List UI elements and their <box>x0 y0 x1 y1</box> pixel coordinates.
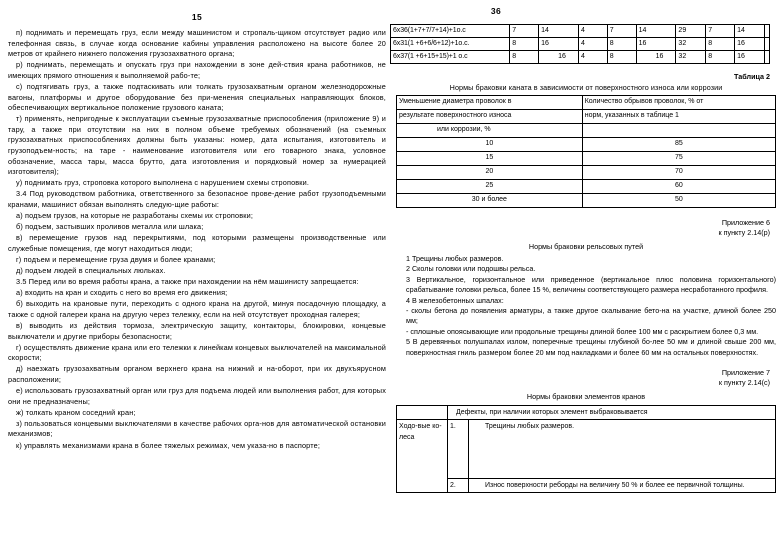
wear-reduction: 20 <box>397 166 583 180</box>
rope-value: 4 <box>578 25 607 38</box>
table-2-label: Таблица 2 <box>734 72 770 81</box>
rope-value: 14 <box>735 25 765 38</box>
rope-value: 8 <box>607 51 636 64</box>
paragraph: ж) толкать краном соседний кран; <box>16 407 136 417</box>
rope-value: 16 <box>735 51 765 64</box>
appendix-6-header <box>396 218 770 238</box>
crane-defects-table <box>396 405 776 493</box>
table-row <box>397 194 776 208</box>
table-2-title: Нормы браковки каната в зависимости от поверхностного износа или коррозии <box>449 83 723 92</box>
appendix-6-item: - сплошные опоясывающие или продольные трещины длиной более 100 мм с раскрытием более 0,3 мм. <box>406 326 759 336</box>
appendix-6-reference: к пункту 2.14(р) <box>718 228 770 237</box>
defects-header-element <box>397 406 448 420</box>
rope-construction-table <box>390 24 770 64</box>
paragraph: д) подъем людей в специальных люльках. <box>16 266 166 276</box>
appendix-6-item: 3 Вертикальное, горизонтальное или приведенное (вертикальное плюс половина горизонтального) срабатывание головки рельса, более 15 %, величины соответствующего размера несработанного профиля. <box>406 274 776 295</box>
rope-value: 16 <box>539 51 579 64</box>
paragraph: п) поднимать и перемещать груз, если между машинистом и стропаль-щиком отсутствует радио или телефонная связь, в случае когда основание кабины управления расположено на высоте более 20 метров от крайнего нижнего положения грузозахватного органа; <box>8 28 386 59</box>
paragraph: г) осуществлять движение крана или его тележки к линейкам концевых выключателей на максимальной скорости; <box>8 342 386 363</box>
table-row <box>397 479 776 493</box>
rope-value: 32 <box>676 38 706 51</box>
rope-value: 14 <box>539 25 579 38</box>
rope-value: 7 <box>607 25 636 38</box>
table-row <box>397 180 776 194</box>
table-row <box>397 138 776 152</box>
appendix-7-reference: к пункту 2.14(с) <box>718 378 770 388</box>
defects-description: Трещины любых размеров. <box>469 420 776 479</box>
table-header-row <box>397 96 776 110</box>
rope-value: 16 <box>636 51 676 64</box>
appendix-6-item: - сколы бетона до появления арматуры, а также другое скалывание бето-на на участке, длиной более 250 мм; <box>406 306 776 326</box>
table-row <box>397 152 776 166</box>
paragraph: а) входить на кран и сходить с него во время его движения; <box>16 288 228 298</box>
paragraph: к) управлять механизмами крана в более тяжелых режимах, чем указа-но в паспорте; <box>16 440 321 450</box>
rope-value: 8 <box>510 38 539 51</box>
rope-value-empty <box>765 51 770 64</box>
right-page-column <box>392 0 780 540</box>
rope-name: 6х37(1 +6+15+15)+1 о.с <box>391 51 510 64</box>
rope-name: 6х36(1+7+7/7+14)+1о.с <box>391 25 510 38</box>
paragraph: в) перемещение грузов над перекрытиями, под которыми размещены производственные или служебные помещения, где могут находиться люди; <box>8 233 386 253</box>
rope-value-empty <box>765 38 770 51</box>
wear-header-col1-line3: или коррозии, % <box>397 124 583 138</box>
table-row <box>397 166 776 180</box>
wear-percent: 75 <box>582 152 775 166</box>
table-row <box>391 25 770 38</box>
rope-value: 32 <box>676 51 706 64</box>
table-header-row <box>397 406 776 420</box>
table-header-row <box>397 124 776 138</box>
wear-percent: 60 <box>582 180 775 194</box>
rope-value: 16 <box>735 38 765 51</box>
paragraph: е) использовать грузозахватный орган или груз для подъема людей или выполнения работ, для которых они не предназначены; <box>8 386 386 406</box>
rope-name: 6х31(1 +6+6/6+12)+1о.с. <box>391 38 510 51</box>
wear-reduction: 30 и более <box>397 194 583 208</box>
appendix-6-item: 1 Трещины любых размеров. <box>406 254 504 263</box>
rope-value: 16 <box>636 38 676 51</box>
rope-value: 7 <box>510 25 539 38</box>
rope-value: 14 <box>636 25 676 38</box>
appendix-6-title: Нормы браковки рельсовых путей <box>528 242 644 251</box>
defects-element: Ходо-вые ко-леса <box>397 420 448 493</box>
left-page-number: 15 <box>191 12 203 22</box>
paragraph: у) поднимать груз, строповка которого выполнена с нарушением схемы строповки. <box>16 178 310 188</box>
appendix-6-label: Приложение 6 <box>721 218 770 227</box>
defects-number: 1. <box>448 420 469 479</box>
table-header-row <box>397 110 776 124</box>
appendix-7-header <box>396 368 770 388</box>
defects-number: 2. <box>448 479 469 493</box>
wear-header-col2-line2: норм, указанных в таблице 1 <box>582 110 775 124</box>
appendix-7-label: Приложение 7 <box>721 368 770 378</box>
table-row <box>391 51 770 64</box>
appendix-6-item: 2 Сколы головки или подошвы рельса. <box>406 264 536 274</box>
rope-value: 8 <box>510 51 539 64</box>
wear-reduction: 15 <box>397 152 583 166</box>
paragraph: б) подъем, застывших проливов металла или шлака; <box>16 222 204 232</box>
wear-header-col1-line2: результате поверхностного износа <box>397 110 583 124</box>
rope-value: 29 <box>676 25 706 38</box>
right-page-number: 36 <box>490 6 502 16</box>
paragraph: 3.4 Под руководством работника, ответственного за безопасное прове-дение работ грузоподъемными кранами, машинист обязан выполнять следую-щие работы: <box>8 189 386 209</box>
rope-value: 4 <box>578 38 607 51</box>
rope-value: 8 <box>607 38 636 51</box>
defects-header-defects: Дефекты, при наличии которых элемент выбраковывается <box>448 406 776 420</box>
paragraph: 3.5 Перед или во время работы крана, а также при нахождении на нём машинисту запрещается: <box>16 277 359 287</box>
appendix-6-item: 4 В железобетонных шпалах: <box>406 295 504 305</box>
paragraph: в) выводить из действия тормоза, электрическую защиту, контакторы, блокировки, концевые выключатели и другие приборы безопасности; <box>8 321 386 341</box>
wear-header-col2-line3 <box>582 124 775 138</box>
table-row <box>397 420 776 479</box>
paragraph: р) поднимать, перемещать и опускать груз при нахождении в зоне дей-ствия крана работников, не имеющих прямого отношения к выполняемой рабо-те; <box>8 60 386 80</box>
rope-value: 4 <box>578 51 607 64</box>
paragraph: з) пользоваться концевыми выключателями в качестве рабочих орга-нов для автоматической остановки механизмов; <box>8 418 386 439</box>
rope-value: 16 <box>539 38 579 51</box>
paragraph: с) подтягивать груз, а также подтаскивать или толкать грузозахватным органом железнодорожные вагоны, платформы и другое оборудование без при-менения специальных направляющих блоков, обеспечивающих вертикальное положение грузового каната; <box>8 81 386 113</box>
paragraph: а) подъем грузов, на которые не разработаны схемы их строповки; <box>16 211 254 221</box>
appendix-6-item: 5 В деревянных полушпалах излом, поперечные трещины глубиной бо-лее 50 мм и длиной свыше 200 мм, поверхностная гниль размером более 20 мм под накладками и более 60 мм на остальных поверхностях. <box>406 337 776 357</box>
paragraph: г) подъем и перемещение груза двумя и более кранами; <box>16 254 216 264</box>
wear-header-col2-line1: Количество обрывов проволок, % от <box>582 96 775 110</box>
paragraph: б) выходить на крановые пути, переходить с одного крана на другой, минуя посадочную площадку, а также с одной галереи крана на другую через тележку, если на ней отсутствует проходная галерея; <box>8 299 386 319</box>
rope-value-empty <box>765 25 770 38</box>
wear-header-col1-line1: Уменьшение диаметра проволок в <box>397 96 583 110</box>
wear-percent: 85 <box>582 138 775 152</box>
defects-description: Износ поверхности реборды на величину 50 % и более ее первичной толщины. <box>469 479 776 493</box>
rope-value: 8 <box>706 51 735 64</box>
wear-norms-table <box>396 95 776 208</box>
rope-value: 7 <box>706 25 735 38</box>
wear-reduction: 25 <box>397 180 583 194</box>
rope-value: 8 <box>706 38 735 51</box>
wear-reduction: 10 <box>397 138 583 152</box>
paragraph: т) применять, непригодные к эксплуатации съемные грузозахватные приспособления (приложение 9) и тару, а также при отсутствии на них в полном объеме требуемых обозначений (на съемных грузозахватных приспособлениях должны быть указаны: номер, дата испытания, изготовитель и грузоподъем-ность; на таре - наименование изготовителя или его товарного знака, условное обозначение, масса тары, масса брутто, дата изготовления и порядковый номер за нумерацией изготовителя); <box>8 114 386 177</box>
table-row <box>391 38 770 51</box>
appendix-7-title: Нормы браковки элементов кранов <box>526 392 646 402</box>
wear-percent: 70 <box>582 166 775 180</box>
wear-percent: 50 <box>582 194 775 208</box>
paragraph: д) наезжать грузозахватным органом верхнего крана на нижний и на-оборот, при их двухъярусном расположении; <box>8 364 386 384</box>
